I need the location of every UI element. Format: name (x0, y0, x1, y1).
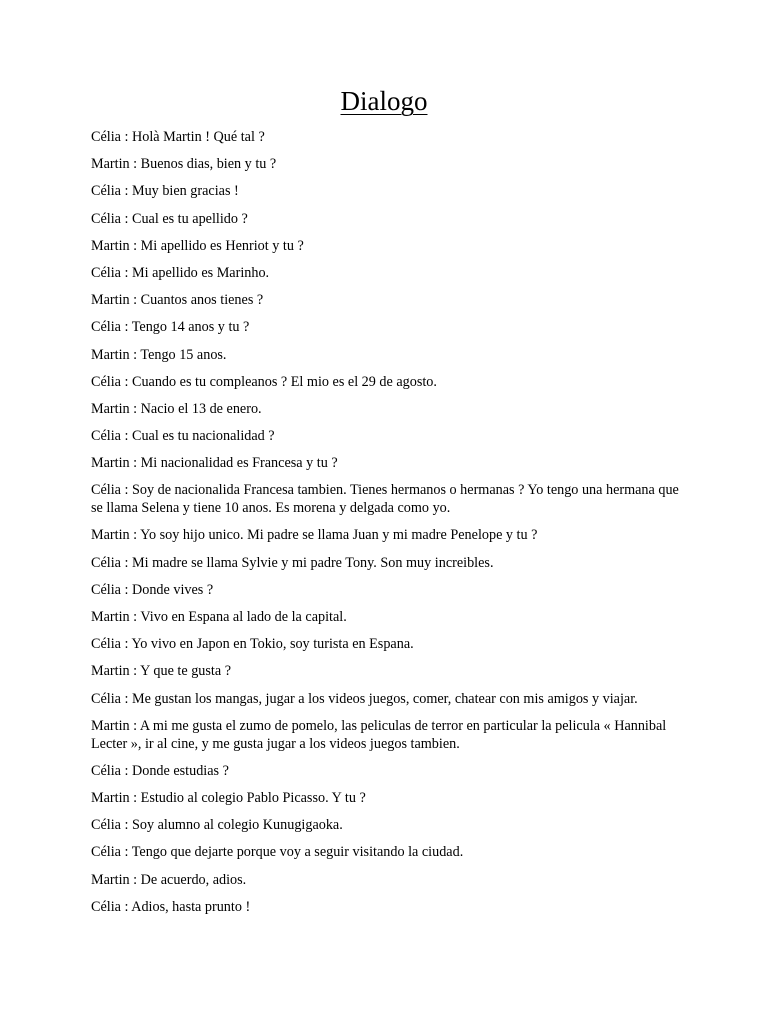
dialogue-line: Martin : Vivo en Espana al lado de la capital. (91, 609, 347, 625)
dialogue-line: Célia : Me gustan los mangas, jugar a los videos juegos, comer, chatear con mis amigos y viajar. (91, 690, 638, 707)
dialogue-line: Martin : A mi me gusta el zumo de pomelo, las peliculas de terror en particular la pelicula « Hannibal Lecter », ir al cine, y me gusta jugar a los videos juegos tambien. (91, 717, 667, 752)
document-title: Dialogo (340, 86, 428, 116)
dialogue-line: Célia : Muy bien gracias ! (91, 183, 239, 200)
dialogue-line: Célia : Mi madre se llama Sylvie y mi padre Tony. Son muy increibles. (91, 554, 494, 571)
dialogue-line: Martin : Buenos dias, bien y tu ? (91, 156, 277, 173)
dialogue-line: Martin : Nacio el 13 de enero. (91, 400, 262, 417)
dialogue-line: Célia : Yo vivo en Japon en Tokio, soy turista en Espana. (91, 636, 414, 653)
dialogue-line: Martin : Estudio al colegio Pablo Picasso. Y tu ? (91, 789, 366, 806)
dialogue-line: Martin : Yo soy hijo unico. Mi padre se llama Juan y mi madre Penelope y tu ? (91, 527, 538, 544)
dialogue-line: Martin : Tengo 15 anos. (91, 346, 227, 363)
dialogue-line: Célia : Donde estudias ? (91, 762, 229, 779)
dialogue-line: Célia : Holà Martin ! Qué tal ? (91, 129, 265, 145)
dialogue-line: Célia : Cual es tu apellido ? (91, 210, 248, 227)
dialogue-line: Célia : Cuando es tu compleanos ? El mio es el 29 de agosto. (91, 373, 437, 390)
dialogue-line: Célia : Mi apellido es Marinho. (91, 264, 270, 281)
dialogue-list (91, 128, 691, 925)
dialogue-line: Martin : Mi nacionalidad es Francesa y tu ? (91, 455, 338, 472)
dialogue-line: Célia : Donde vives ? (91, 581, 214, 598)
dialogue-line: Martin : De acuerdo, adios. (91, 871, 247, 888)
dialogue-line: Célia : Soy alumno al colegio Kunugigaoka. (91, 817, 343, 834)
dialogue-line: Martin : Cuantos anos tienes ? (91, 292, 264, 309)
dialogue-line: Célia : Tengo que dejarte porque voy a seguir visitando la ciudad. (91, 844, 464, 861)
dialogue-line: Célia : Soy de nacionalida Francesa tambien. Tienes hermanos o hermanas ? Yo tengo una hermana que se llama Selena y tiene 10 anos. Es morena y delgada como yo. (91, 482, 679, 517)
dialogue-line: Célia : Cual es tu nacionalidad ? (91, 428, 275, 445)
dialogue-line: Célia : Tengo 14 anos y tu ? (91, 319, 250, 336)
dialogue-line: Célia : Adios, hasta prunto ! (91, 898, 251, 915)
dialogue-line: Martin : Y que te gusta ? (91, 663, 231, 680)
dialogue-line: Martin : Mi apellido es Henriot y tu ? (91, 237, 304, 254)
